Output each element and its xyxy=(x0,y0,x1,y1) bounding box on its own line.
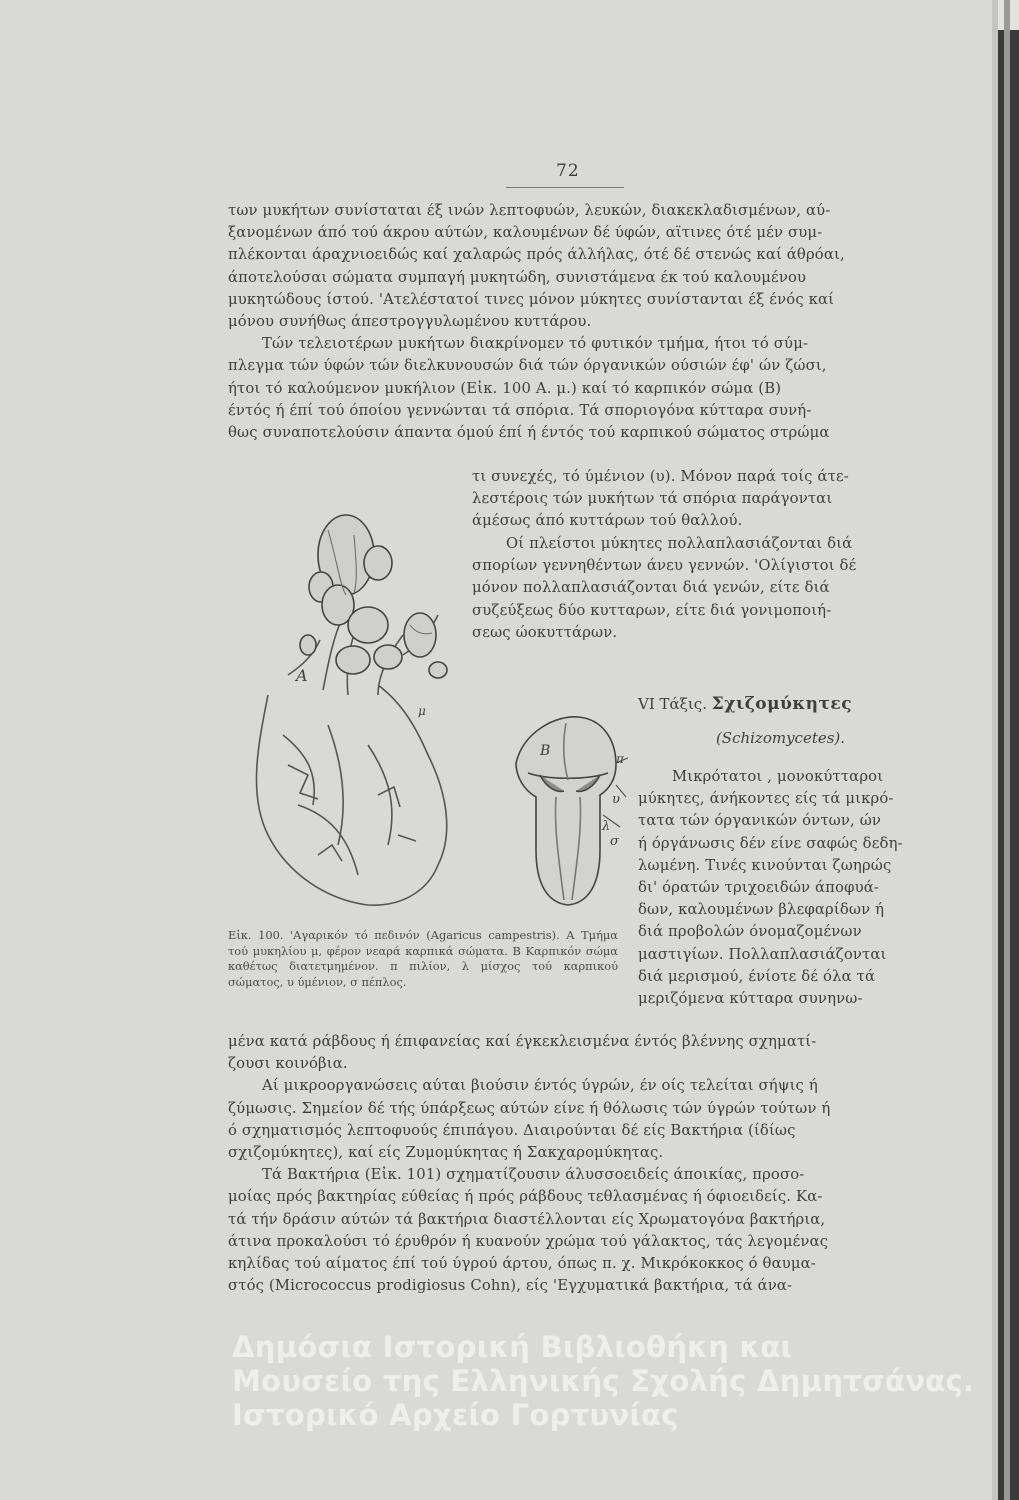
text-line: άτινα προκαλούσι τό έρυθρόν ή κυανούν χρώμα τού γάλακτος, τάς λεγομένας xyxy=(228,1232,829,1250)
text-line: ό σχηματισμός λεπτοφυούς έπιπάγου. Διαιρούνται δέ είς Βακτήρια (ίδίως xyxy=(228,1121,796,1139)
text-line: μένα κατά ράβδους ή έπιφανείας καί έγκεκλεισμένα έντός βλέννης σχηματί- xyxy=(228,1033,817,1050)
text-line: λωμένη. Τινές κινούνται ζωηρώς xyxy=(638,856,892,874)
text-line: κηλίδας τού αίματος έπί τού ύγρού άρτου, όπως π. χ. Μικρόκοκκος ό θαυμα- xyxy=(228,1255,816,1273)
text-line: μύκητες, άνήκοντες είς τά μικρό- xyxy=(638,790,894,808)
text-line: τά τήν δράσιν αύτών τά βακτήρια διαστέλλονται είς Χρωματογόνα βακτήρια, xyxy=(228,1210,826,1228)
text-line: μεριζόμενα κύτταρα συνηνω- xyxy=(638,990,863,1008)
text-line: ζύμωσις. Σημείον δέ τής ύπάρξεως αύτών είνε ή θόλωσις τών ύγρών τούτων ή xyxy=(228,1099,831,1117)
page-edge xyxy=(1004,0,1010,1500)
text-line: συζεύξεως δύο κυτταρων, είτε διά γονιμοποιή- xyxy=(472,601,832,619)
text-line: άμέσως άπό κυττάρων τού θαλλού. xyxy=(472,512,743,530)
text-line: λεστέροις τών μυκήτων τά σπόρια παράγονται xyxy=(472,490,833,508)
body-top-text xyxy=(228,200,934,444)
section-heading xyxy=(638,693,923,749)
text-line: άποτελούσαι σώματα συμπαγή μυκητώδη, συνιστάμενα έκ τού καλουμένου xyxy=(228,268,807,286)
text-line: ξανομένων άπό τού άκρου αύτών, καλουμένων δέ ύφών, αϊτινες ότέ μέν συμ- xyxy=(228,224,823,242)
watermark-line: Ιστορικό Αρχείο Γορτυνίας xyxy=(232,1398,679,1432)
figure-label-l: λ xyxy=(602,819,611,834)
text-line: Τών τελειοτέρων μυκήτων διακρίνομεν τό φυτικόν τμήμα, ήτοι τό σύμ- xyxy=(262,335,809,353)
section-name: Σχιζομύκητες xyxy=(711,694,853,714)
text-line: μαστιγίων. Πολλαπλασιάζονται xyxy=(638,945,887,963)
page-number: 72 xyxy=(556,161,580,181)
text-line: των μυκήτων συνίσταται έξ ινών λεπτοφυών, λευκών, διακεκλαδισμένων, αύ- xyxy=(228,202,831,219)
figure-label-a: Α xyxy=(296,666,308,685)
figure-caption: Εἰκ. 100. 'Αγαρικόν τό πεδινόν (Agaricus campestris). Α Τμήμα τού μυκηλίου μ, φέρον νεαρά καρπικά σώματα. Β Καρπικόν σώμα καθέτως διατετμημένον. π πιλίον, λ μίσχος τού καρπικού σώματος, υ ύμένιον, σ πέπλος. xyxy=(228,928,618,989)
text-line: διά μερισμού, ένίοτε δέ όλα τά xyxy=(638,967,876,985)
text-line: μόνου συνήθως άπεστρογγυλωμένου κυττάρου. xyxy=(228,313,592,331)
text-line: ήτοι τό καλούμενον μυκήλιον (Εἰκ. 100 Α. μ.) καί τό καρπικόν σώμα (Β) xyxy=(228,379,782,397)
library-watermark xyxy=(232,1330,992,1432)
text-line: Οί πλείστοι μύκητες πολλαπλασιάζονται διά xyxy=(506,535,853,552)
text-line: διά προβολών όνομαζομένων xyxy=(638,923,862,941)
text-line: δων, καλουμένων βλεφαρίδων ή xyxy=(638,901,885,919)
class-label: VI Τάξις. xyxy=(638,695,707,713)
text-line: θως συναποτελούσιν άπαντα όμού έπί ή έντός τού καρπικού σώματος στρώμα xyxy=(228,424,830,442)
text-line: Αί μικροοργανώσεις αύται βιούσιν έντός ύγρών, έν οίς τελείται σήψις ή xyxy=(262,1077,818,1095)
text-line: μυκητώδους ίστού. 'Ατελέστατοί τινες μόνον μύκητες συνίστανται έξ ένός καί xyxy=(228,290,835,308)
body-bottom-text xyxy=(228,1031,934,1297)
figure-label-b: Β xyxy=(540,743,551,759)
text-line: πλέκονται άραχνιοειδώς καί χαλαρώς πρός άλλήλας, ότέ δέ στενώς καί άθρόαι, xyxy=(228,246,845,264)
text-line: μοίας πρός βακτηρίας εύθείας ή πρός ράβδους τεθλασμένας ή όφιοειδείς. Κα- xyxy=(228,1188,823,1206)
figure-label-u: υ xyxy=(612,792,620,807)
text-line: ή όργάνωσις δέν είνε σαφώς δεδη- xyxy=(638,834,903,852)
text-line: Τά Βακτήρια (Εἰκ. 101) σχηματίζουσιν άλυσσοειδείς άποικίας, προσο- xyxy=(262,1166,805,1184)
text-line: ζουσι κοινόβια. xyxy=(228,1055,348,1073)
text-line: σπορίων γεννηθέντων άνευ γεννών. 'Ολίγιστοι δέ xyxy=(472,557,857,575)
watermark-line: Μουσείο της Ελληνικής Σχολής Δημητσάνας. xyxy=(232,1364,975,1398)
figure-label-mu: μ xyxy=(418,704,426,718)
page-number-rule xyxy=(506,187,624,188)
text-line: Μικρότατοι , μονοκύτταροι xyxy=(672,768,884,785)
text-line: τατα τών όργανικών όντων, ών xyxy=(638,812,882,830)
section-latin: (Schizomycetes). xyxy=(715,729,846,747)
watermark-line: Δημόσια Ιστορική Βιβλιοθήκη και xyxy=(232,1330,793,1364)
figure-label-pi: π xyxy=(616,752,624,766)
text-line: δι' όρατών τριχοειδών άποφυά- xyxy=(638,879,880,897)
figure-label-s: σ xyxy=(610,834,619,849)
page-edge xyxy=(992,0,998,1500)
text-line: μόνον πολλαπλασιάζονται διά γενών, είτε διά xyxy=(472,579,830,597)
text-line: στός (Micrococcus prodigiosus Cohn), είς 'Εγχυματικά βακτήρια, τά άνα- xyxy=(228,1277,793,1295)
text-line: σχιζομύκητες), καί είς Ζυμομύκητας ή Σακχαρομύκητας. xyxy=(228,1144,664,1162)
right-column-text-3 xyxy=(638,766,934,1010)
mushroom-figure xyxy=(228,505,628,915)
text-line: έντός ή έπί τού όποίου γεννώνται τά σπόρια. Τά σποριογόνα κύτταρα συνή- xyxy=(228,401,812,419)
text-line: τι συνεχές, τό ύμένιον (υ). Μόνον παρά τοίς άτε- xyxy=(472,468,849,485)
text-line: πλεγμα τών ύφών τών διελκυνουσών διά τών όργανικών ούσιών έφ' ών ζώσι, xyxy=(228,357,827,375)
text-line: σεως ώοκυττάρων. xyxy=(472,623,618,641)
